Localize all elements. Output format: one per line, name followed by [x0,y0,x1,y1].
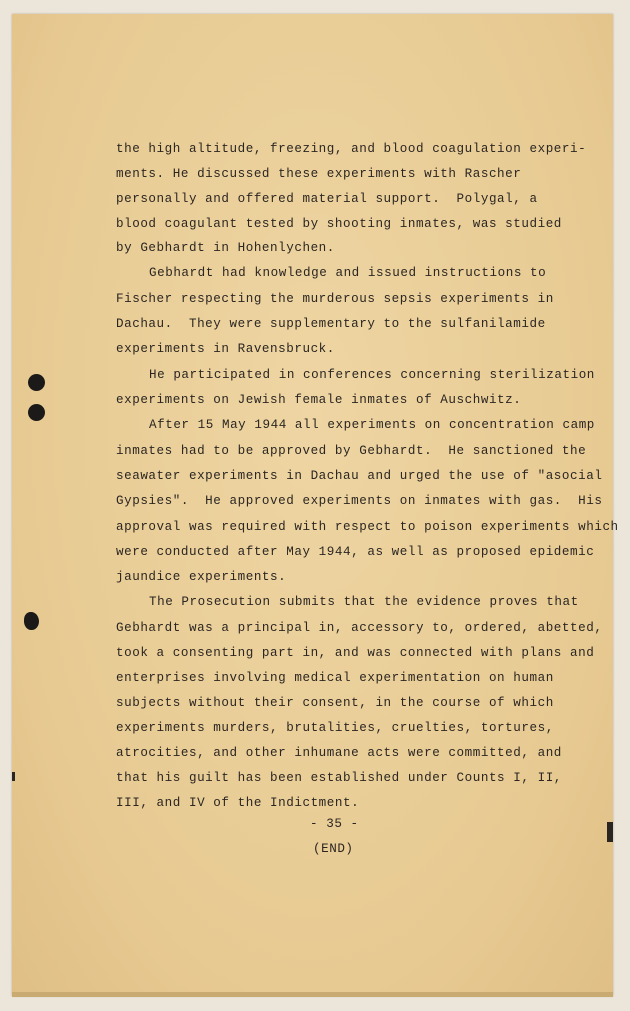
text-line: the high altitude, freezing, and blood coagulation experi- [116,142,587,156]
text-line: III, and IV of the Indictment. [116,796,360,810]
text-line: jaundice experiments. [116,570,287,584]
punch-hole-middle [28,404,45,421]
text-line: Gebhardt was a principal in, accessory to, ordered, abetted, [116,621,603,635]
right-edge-mark [607,822,613,842]
text-line: approval was required with respect to poison experiments which [116,520,619,534]
text-line: experiments on Jewish female inmates of Auschwitz. [116,393,522,407]
text-line: inmates had to be approved by Gebhardt. He sanctioned the [116,444,587,458]
text-line: seawater experiments in Dachau and urged the use of "asocial [116,469,603,483]
text-line: Fischer respecting the murderous sepsis experiments in [116,292,554,306]
text-line: experiments in Ravensbruck. [116,342,335,356]
text-line: experiments murders, brutalities, cruelties, tortures, [116,721,554,735]
text-line: He participated in conferences concerning sterilization [149,368,595,382]
text-line: by Gebhardt in Hohenlychen. [116,241,335,255]
text-line: enterprises involving medical experimentation on human [116,671,554,685]
text-line: atrocities, and other inhumane acts were committed, and [116,746,562,760]
page-number: - 35 - [310,817,359,831]
left-edge-mark [12,772,15,781]
text-line: blood coagulant tested by shooting inmates, was studied [116,217,562,231]
text-line: took a consenting part in, and was connected with plans and [116,646,595,660]
text-line: were conducted after May 1944, as well as proposed epidemic [116,545,595,559]
page-bottom-edge [12,992,613,997]
text-line: subjects without their consent, in the course of which [116,696,554,710]
text-line: After 15 May 1944 all experiments on concentration camp [149,418,595,432]
text-line: Dachau. They were supplementary to the sulfanilamide [116,317,546,331]
text-line: ments. He discussed these experiments with Rascher [116,167,522,181]
punch-hole-lower [24,612,39,630]
text-line: The Prosecution submits that the evidence proves that [149,595,579,609]
end-mark: (END) [313,842,354,856]
text-line: Gypsies". He approved experiments on inmates with gas. His [116,494,603,508]
text-line: that his guilt has been established under Counts I, II, [116,771,562,785]
text-line: personally and offered material support. Polygal, a [116,192,538,206]
text-line: Gebhardt had knowledge and issued instructions to [149,266,547,280]
punch-hole-top [28,374,45,391]
